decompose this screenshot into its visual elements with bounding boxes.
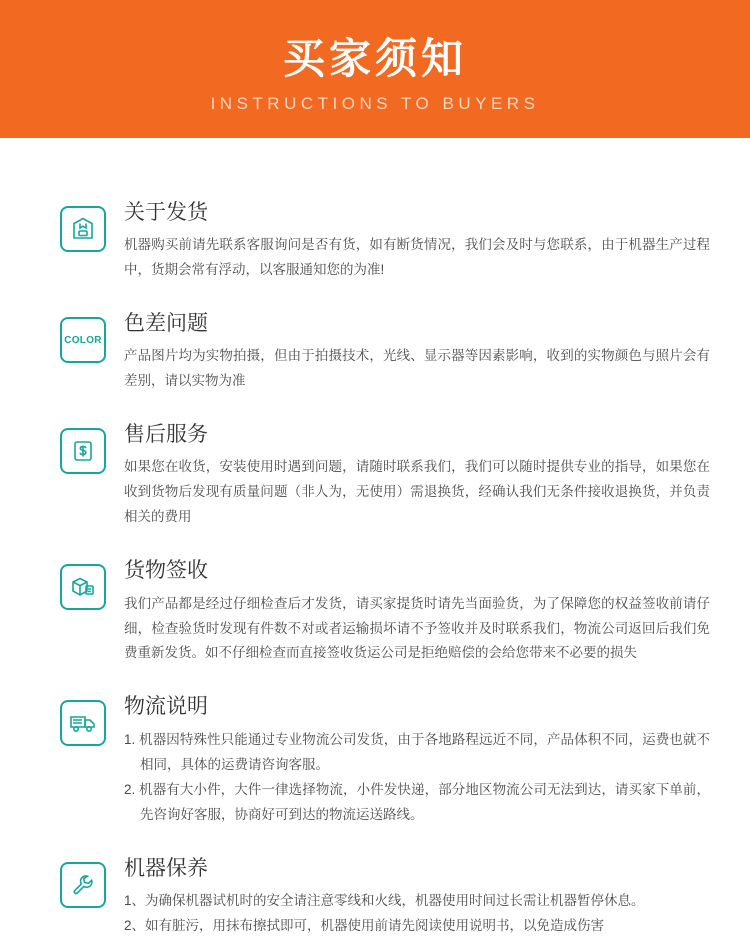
money-service-icon bbox=[60, 428, 106, 474]
color-swatch-icon bbox=[60, 317, 106, 363]
section-color-difference bbox=[60, 311, 710, 394]
section-list bbox=[124, 889, 710, 939]
section-title: 机器保养 bbox=[124, 856, 208, 880]
section-paragraph: 产品图片均为实物拍摄，但由于拍摄技术，光线、显示器等因素影响，收到的实物颜色与照片会有差别，请以实物为准 bbox=[124, 348, 710, 389]
section-list bbox=[124, 728, 710, 828]
section-after-sales bbox=[60, 422, 710, 530]
truck-logistics-icon bbox=[60, 700, 106, 746]
color-swatch-label: COLOR bbox=[64, 334, 102, 346]
section-paragraph: 如果您在收货，安装使用时遇到问题，请随时联系我们，我们可以随时提供专业的指导，如果您在收到货物后发现有质量问题（非人为，无使用）需退换货，经确认我们无条件接收退换货，并负责相关的费用 bbox=[124, 459, 710, 525]
list-item: 1、为确保机器试机时的安全请注意零线和火线，机器使用时间过长需让机器暂停休息。 bbox=[124, 892, 645, 908]
list-item: 1. 机器因特殊性只能通过专业物流公司发货，由于各地路程远近不同，产品体积不同，运费也就不相同，具体的运费请咨询客服。 bbox=[124, 731, 710, 772]
section-shipping bbox=[60, 200, 710, 283]
page-banner bbox=[0, 0, 750, 138]
section-title: 售后服务 bbox=[124, 423, 208, 447]
list-item: 2. 机器有大小件，大件一律选择物流，小件发快递，部分地区物流公司无法到达，请买家下单前，先咨询好客服，协商好可到达的物流运送路线。 bbox=[124, 781, 710, 822]
section-goods-receipt bbox=[60, 558, 710, 666]
section-paragraph: 我们产品都是经过仔细检查后才发货，请买家提货时请先当面验货，为了保障您的权益签收前请仔细，检查验货时发现有件数不对或者运输损坏请不予签收并及时联系我们，物流公司返回后我们免费重新发货。如不仔细检查而直接签收货运公司是拒绝赔偿的会给您带来不必要的损失 bbox=[124, 595, 710, 661]
instructions-list bbox=[0, 138, 750, 939]
section-body bbox=[124, 200, 710, 283]
shipping-box-icon bbox=[60, 206, 106, 252]
section-maintenance bbox=[60, 856, 710, 939]
section-body bbox=[124, 558, 710, 666]
section-title: 色差问题 bbox=[124, 312, 208, 336]
page-title: 买家须知 bbox=[282, 34, 467, 82]
section-title: 货物签收 bbox=[124, 559, 208, 583]
section-body bbox=[124, 694, 710, 827]
section-body bbox=[124, 422, 710, 530]
wrench-maintenance-icon bbox=[60, 862, 106, 908]
list-item: 2、如有脏污，用抹布擦拭即可，机器使用前请先阅读使用说明书，以免造成伤害 bbox=[124, 917, 605, 933]
section-logistics bbox=[60, 694, 710, 827]
parcel-sign-icon bbox=[60, 564, 106, 610]
section-paragraph: 机器购买前请先联系客服询问是否有货，如有断货情况，我们会及时与您联系，由于机器生产过程中，货期会常有浮动，以客服通知您的为准! bbox=[124, 237, 710, 278]
section-title: 关于发货 bbox=[124, 201, 208, 224]
section-body bbox=[124, 311, 710, 394]
section-title: 物流说明 bbox=[124, 695, 208, 719]
section-body bbox=[124, 856, 710, 939]
page-subtitle: INSTRUCTIONS TO BUYERS bbox=[210, 94, 540, 114]
